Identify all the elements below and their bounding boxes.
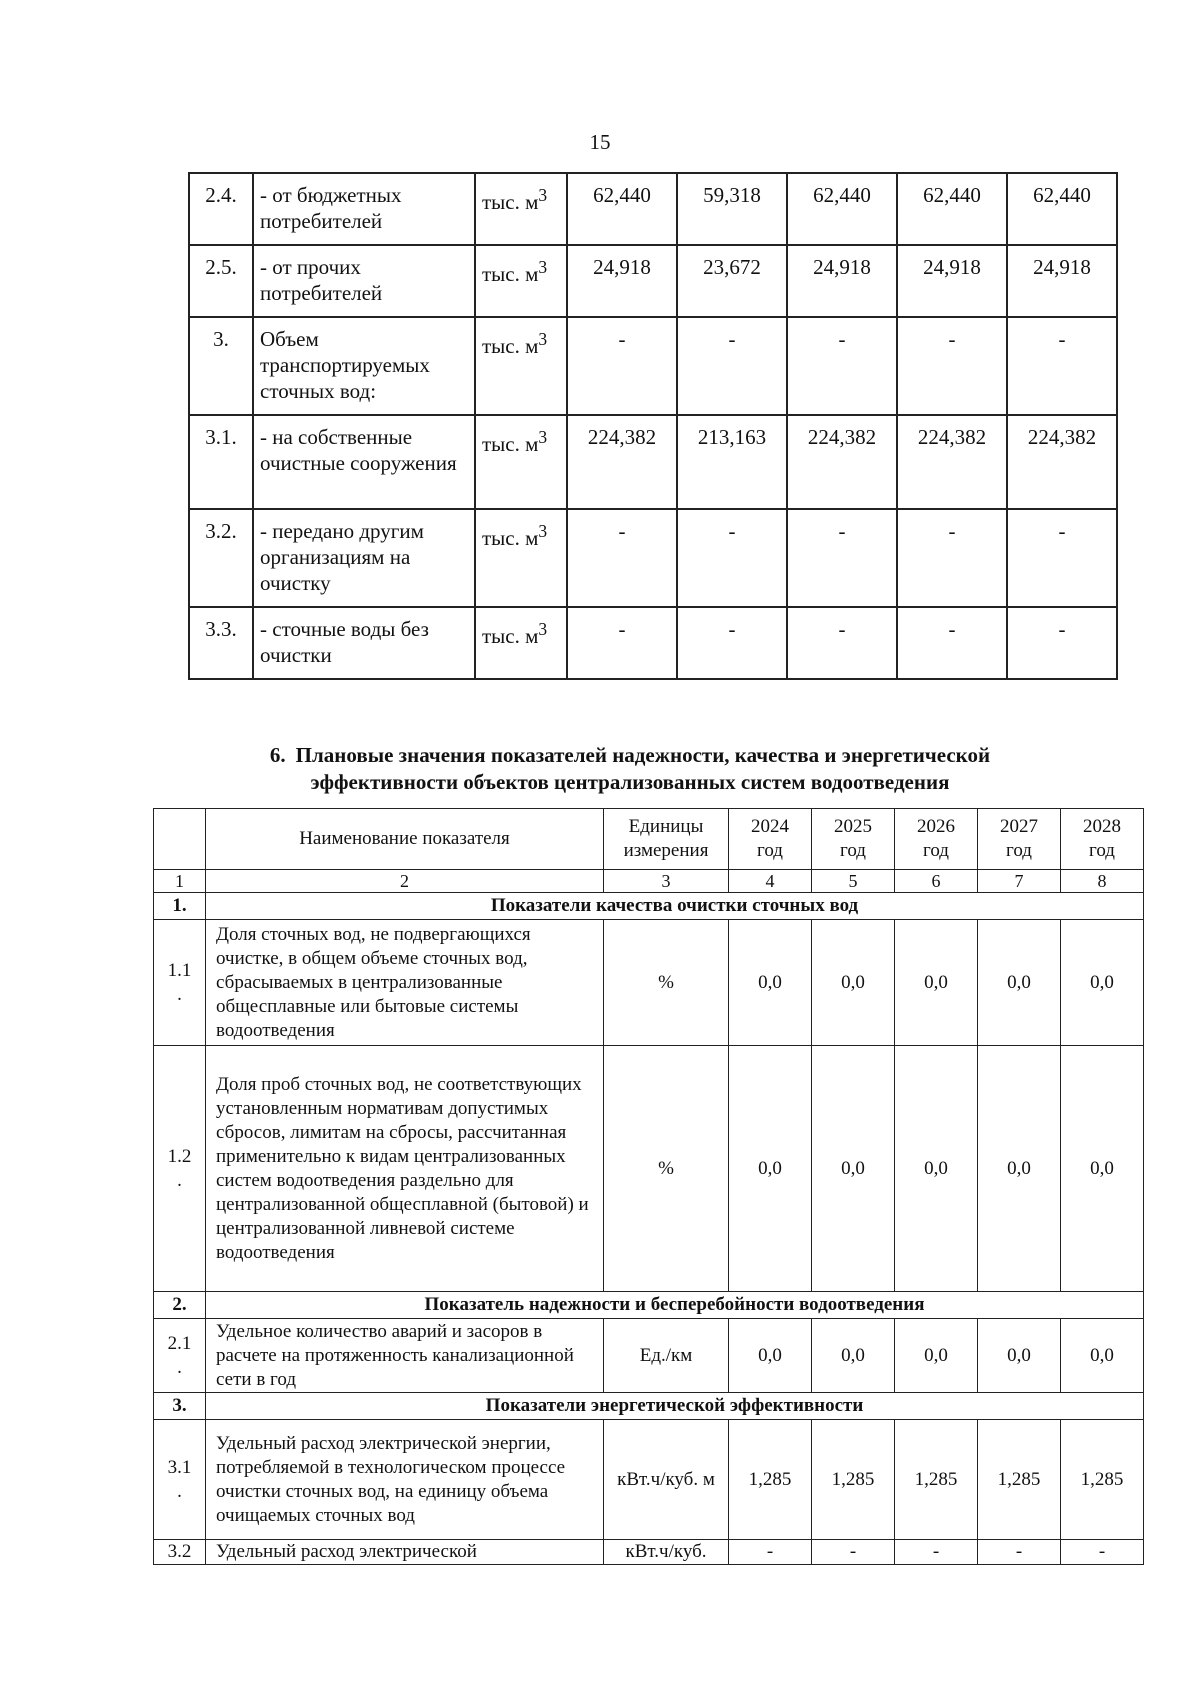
volume-table <box>188 172 1118 680</box>
section-heading-line2: эффективности объектов централизованных систем водоотведения <box>310 770 950 794</box>
unit-text: тыс. м <box>482 262 539 286</box>
row-number-text: 3.1 <box>167 1456 192 1478</box>
value-cell: 213,163 <box>677 415 787 509</box>
row-number <box>154 1319 206 1393</box>
value-cell: 0,0 <box>978 920 1061 1046</box>
header-year: 2028 <box>1083 816 1121 837</box>
row-number: 3.1. <box>189 415 253 509</box>
value-cell: - <box>729 1540 812 1565</box>
value-cell: 24,918 <box>567 245 677 317</box>
table-row <box>154 920 1144 1046</box>
value-cell: - <box>567 607 677 679</box>
row-name: - на собственные очистные сооружения <box>253 415 475 509</box>
header-year-label: год <box>1089 840 1115 861</box>
column-number: 2 <box>206 870 604 893</box>
section-row <box>154 1393 1144 1420</box>
indicator-unit: кВт.ч/куб. <box>604 1540 729 1565</box>
header-cell-year <box>729 809 812 870</box>
value-cell: - <box>895 1540 978 1565</box>
row-number: 3. <box>189 317 253 415</box>
indicators-table <box>153 808 1144 1565</box>
value-cell: - <box>897 607 1007 679</box>
value-cell: 0,0 <box>978 1046 1061 1292</box>
header-year: 2026 <box>917 816 955 837</box>
value-cell: 1,285 <box>1061 1420 1144 1540</box>
value-cell: - <box>1007 509 1117 607</box>
section-title: Показатель надежности и бесперебойности водоотведения <box>206 1292 1144 1319</box>
table-row <box>154 1420 1144 1540</box>
value-cell: 23,672 <box>677 245 787 317</box>
value-cell: 62,440 <box>1007 173 1117 245</box>
value-cell: 0,0 <box>812 920 895 1046</box>
row-name: Объем транспортируемых сточных вод: <box>253 317 475 415</box>
value-cell: 62,440 <box>787 173 897 245</box>
indicator-name: Удельный расход электрической <box>206 1540 604 1565</box>
column-number: 3 <box>604 870 729 893</box>
header-cell-year <box>1061 809 1144 870</box>
row-number <box>154 1420 206 1540</box>
row-name: - от бюджетных потребителей <box>253 173 475 245</box>
table-row <box>189 317 1117 415</box>
value-cell: 1,285 <box>729 1420 812 1540</box>
row-number-dot: . <box>177 1169 182 1191</box>
table-row <box>154 1319 1144 1393</box>
value-cell: 1,285 <box>812 1420 895 1540</box>
table-row <box>154 1540 1144 1565</box>
unit-text: тыс. м <box>482 432 539 456</box>
indicator-name: Доля сточных вод, не подвергающихся очистке, в общем объеме сточных вод, сбрасываемых в централизованные общесплавные или бытовые системы водоотведения <box>206 920 604 1046</box>
value-cell: - <box>567 509 677 607</box>
header-year-label: год <box>923 840 949 861</box>
table-row <box>189 607 1117 679</box>
row-number-text: 1.1 <box>167 959 192 981</box>
column-number: 5 <box>812 870 895 893</box>
unit-text: тыс. м <box>482 526 539 550</box>
row-unit <box>475 173 567 245</box>
header-cell-year <box>895 809 978 870</box>
column-number-row <box>154 870 1144 893</box>
value-cell: - <box>677 607 787 679</box>
table-row <box>189 415 1117 509</box>
indicator-unit: % <box>604 920 729 1046</box>
row-number-dot: . <box>177 1480 182 1502</box>
value-cell: 0,0 <box>729 1319 812 1393</box>
row-number: 2.5. <box>189 245 253 317</box>
value-cell: - <box>812 1540 895 1565</box>
unit-text: тыс. м <box>482 190 539 214</box>
value-cell: - <box>1061 1540 1144 1565</box>
row-number-text: 1.2 <box>167 1145 192 1167</box>
header-year-label: год <box>840 840 866 861</box>
column-number: 7 <box>978 870 1061 893</box>
section-number: 3. <box>154 1393 206 1420</box>
section-number: 2. <box>154 1292 206 1319</box>
value-cell: - <box>978 1540 1061 1565</box>
section-title: Показатели качества очистки сточных вод <box>206 893 1144 920</box>
row-number <box>154 920 206 1046</box>
value-cell: - <box>677 317 787 415</box>
value-cell: 59,318 <box>677 173 787 245</box>
header-cell-name: Наименование показателя <box>206 809 604 870</box>
row-number-text: 2.1 <box>167 1332 192 1354</box>
unit-text: тыс. м <box>482 334 539 358</box>
row-name: - передано другим организациям на очистку <box>253 509 475 607</box>
unit-superscript: 3 <box>538 329 548 349</box>
value-cell: 224,382 <box>567 415 677 509</box>
header-cell-year <box>812 809 895 870</box>
indicator-unit: Ед./км <box>604 1319 729 1393</box>
value-cell: 62,440 <box>897 173 1007 245</box>
unit-superscript: 3 <box>538 619 548 639</box>
row-number: 3.2. <box>189 509 253 607</box>
page-number: 15 <box>589 130 611 154</box>
table-row <box>154 1046 1144 1292</box>
indicator-unit: кВт.ч/куб. м <box>604 1420 729 1540</box>
value-cell: 224,382 <box>787 415 897 509</box>
indicator-name: Удельный расход электрической энергии, потребляемой в технологическом процессе очистки сточных вод, на единицу объема очищаемых сточных вод <box>206 1420 604 1540</box>
row-number-dot: . <box>177 1356 182 1378</box>
column-number: 4 <box>729 870 812 893</box>
value-cell: 0,0 <box>812 1046 895 1292</box>
section-title: Показатели энергетической эффективности <box>206 1393 1144 1420</box>
table-row <box>189 509 1117 607</box>
row-unit <box>475 415 567 509</box>
value-cell: - <box>787 607 897 679</box>
row-name: - от прочих потребителей <box>253 245 475 317</box>
indicator-unit: % <box>604 1046 729 1292</box>
value-cell: 24,918 <box>787 245 897 317</box>
section-row <box>154 1292 1144 1319</box>
row-number <box>154 1046 206 1292</box>
row-name: - сточные воды без очистки <box>253 607 475 679</box>
header-unit-line2: измерения <box>623 840 709 861</box>
header-year: 2027 <box>1000 816 1038 837</box>
value-cell: 0,0 <box>895 1046 978 1292</box>
unit-superscript: 3 <box>538 185 548 205</box>
value-cell: - <box>897 509 1007 607</box>
table-row <box>189 245 1117 317</box>
value-cell: - <box>787 509 897 607</box>
value-cell: - <box>1007 607 1117 679</box>
value-cell: 0,0 <box>1061 920 1144 1046</box>
row-number: 2.4. <box>189 173 253 245</box>
row-number: 3.2 <box>154 1540 206 1565</box>
row-number: 3.3. <box>189 607 253 679</box>
section-heading-line1: Плановые значения показателей надежности, качества и энергетической <box>295 743 991 767</box>
row-unit <box>475 509 567 607</box>
header-year-label: год <box>1006 840 1032 861</box>
value-cell: - <box>677 509 787 607</box>
column-number: 8 <box>1061 870 1144 893</box>
unit-text: тыс. м <box>482 624 539 648</box>
value-cell: 0,0 <box>895 1319 978 1393</box>
value-cell: 24,918 <box>897 245 1007 317</box>
header-unit-line1: Единицы <box>628 816 704 837</box>
indicator-name: Удельное количество аварий и засоров в расчете на протяженность канализационной сети в год <box>206 1319 604 1393</box>
row-unit <box>475 607 567 679</box>
value-cell: - <box>787 317 897 415</box>
column-number: 6 <box>895 870 978 893</box>
row-unit <box>475 317 567 415</box>
value-cell: 0,0 <box>812 1319 895 1393</box>
unit-superscript: 3 <box>538 257 548 277</box>
section-heading-number: 6. <box>269 743 286 767</box>
section-row <box>154 893 1144 920</box>
value-cell: - <box>567 317 677 415</box>
value-cell: 0,0 <box>729 1046 812 1292</box>
value-cell: 1,285 <box>978 1420 1061 1540</box>
value-cell: 62,440 <box>567 173 677 245</box>
value-cell: 0,0 <box>895 920 978 1046</box>
row-unit <box>475 245 567 317</box>
value-cell: - <box>897 317 1007 415</box>
section-number: 1. <box>154 893 206 920</box>
header-year: 2025 <box>834 816 872 837</box>
value-cell: 0,0 <box>1061 1046 1144 1292</box>
value-cell: 0,0 <box>1061 1319 1144 1393</box>
header-cell-number <box>154 809 206 870</box>
value-cell: 224,382 <box>1007 415 1117 509</box>
value-cell: 0,0 <box>978 1319 1061 1393</box>
indicator-name: Доля проб сточных вод, не соответствующих установленным нормативам допустимых сбросов, лимитам на сбросы, рассчитанная применительно к видам централизованных систем водоотведения раздельно для централизованной общесплавной (бытовой) и централизованной ливневой системе водоотведения <box>206 1046 604 1292</box>
header-year: 2024 <box>751 816 789 837</box>
unit-superscript: 3 <box>538 521 548 541</box>
value-cell: 224,382 <box>897 415 1007 509</box>
header-year-label: год <box>757 840 783 861</box>
table-row <box>189 173 1117 245</box>
value-cell: - <box>1007 317 1117 415</box>
unit-superscript: 3 <box>538 427 548 447</box>
table-header-row <box>154 809 1144 870</box>
header-cell-year <box>978 809 1061 870</box>
section-heading <box>150 742 1110 796</box>
column-number: 1 <box>154 870 206 893</box>
row-number-dot: . <box>177 983 182 1005</box>
value-cell: 24,918 <box>1007 245 1117 317</box>
value-cell: 1,285 <box>895 1420 978 1540</box>
value-cell: 0,0 <box>729 920 812 1046</box>
header-cell-unit <box>604 809 729 870</box>
